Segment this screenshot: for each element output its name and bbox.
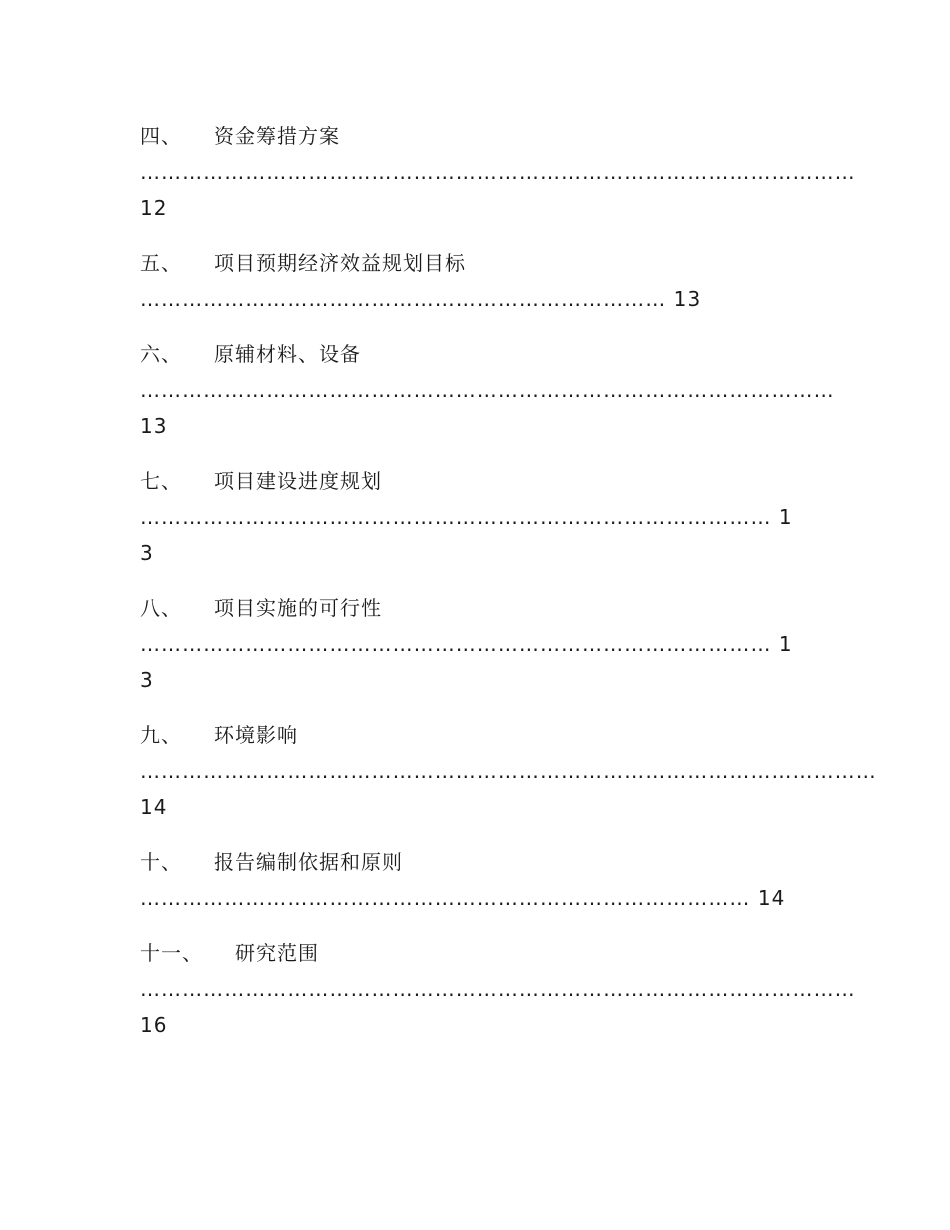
toc-number: 十一、 <box>140 941 203 965</box>
toc-leader: …………………………………………………………………………… <box>140 886 751 910</box>
toc-heading <box>140 463 804 499</box>
toc-page-number: 14 <box>140 795 168 819</box>
toc-page-number: 12 <box>140 196 168 220</box>
toc-heading <box>140 245 804 281</box>
toc-page-number: 13 <box>140 632 793 692</box>
toc-title: 环境影响 <box>214 723 298 747</box>
toc-number: 八、 <box>140 596 182 620</box>
toc-leader: ……………………………………………………………………………… <box>140 505 772 529</box>
toc-heading <box>140 336 804 372</box>
toc-entry[interactable] <box>140 844 804 916</box>
toc-leader: ……………………………………………………………………………… <box>140 632 772 656</box>
toc-page-number: 13 <box>140 414 168 438</box>
toc-title: 项目建设进度规划 <box>214 469 382 493</box>
toc-title: 原辅材料、设备 <box>214 342 361 366</box>
toc-leader: ………………………………………………………………… <box>140 287 667 311</box>
toc-number: 六、 <box>140 342 182 366</box>
toc-heading <box>140 590 804 626</box>
toc-number: 四、 <box>140 124 182 148</box>
toc-leader-line <box>140 372 835 444</box>
toc-page-number: 13 <box>673 287 702 311</box>
toc-title: 报告编制依据和原则 <box>214 850 403 874</box>
toc-entry[interactable] <box>140 463 804 571</box>
toc-number: 十、 <box>140 850 182 874</box>
toc-leader-line <box>140 626 804 698</box>
toc-heading <box>140 118 804 154</box>
toc-number: 五、 <box>140 251 182 275</box>
toc-leader: ………………………………………………………………………………………… <box>140 160 856 184</box>
toc-title: 项目实施的可行性 <box>214 596 382 620</box>
toc-number: 七、 <box>140 469 182 493</box>
toc-entry[interactable] <box>140 590 804 698</box>
toc-entry[interactable] <box>140 935 856 1043</box>
toc-title: 资金筹措方案 <box>214 124 340 148</box>
toc-leader-line <box>140 154 856 226</box>
toc-leader: ………………………………………………………………………………………… <box>140 977 856 1001</box>
toc-page-number: 13 <box>140 505 793 565</box>
toc-heading <box>140 935 804 971</box>
toc-entry[interactable] <box>140 336 835 444</box>
toc-entry[interactable] <box>140 118 856 226</box>
toc-heading <box>140 717 804 753</box>
toc-page-number: 14 <box>757 886 786 910</box>
toc-leader: …………………………………………………………………………………………… <box>140 759 877 783</box>
toc-number: 九、 <box>140 723 182 747</box>
toc-heading <box>140 844 804 880</box>
toc-leader-line <box>140 971 856 1043</box>
toc-leader-line <box>140 499 804 571</box>
toc-leader-line <box>140 281 804 317</box>
toc-title: 项目预期经济效益规划目标 <box>214 251 466 275</box>
table-of-contents <box>140 118 877 1043</box>
toc-entry[interactable] <box>140 717 877 825</box>
toc-leader-line <box>140 753 877 825</box>
toc-leader: ……………………………………………………………………………………… <box>140 378 835 402</box>
toc-leader-line <box>140 880 804 916</box>
toc-page-number: 16 <box>140 1013 168 1037</box>
toc-entry[interactable] <box>140 245 804 317</box>
toc-title: 研究范围 <box>235 941 319 965</box>
